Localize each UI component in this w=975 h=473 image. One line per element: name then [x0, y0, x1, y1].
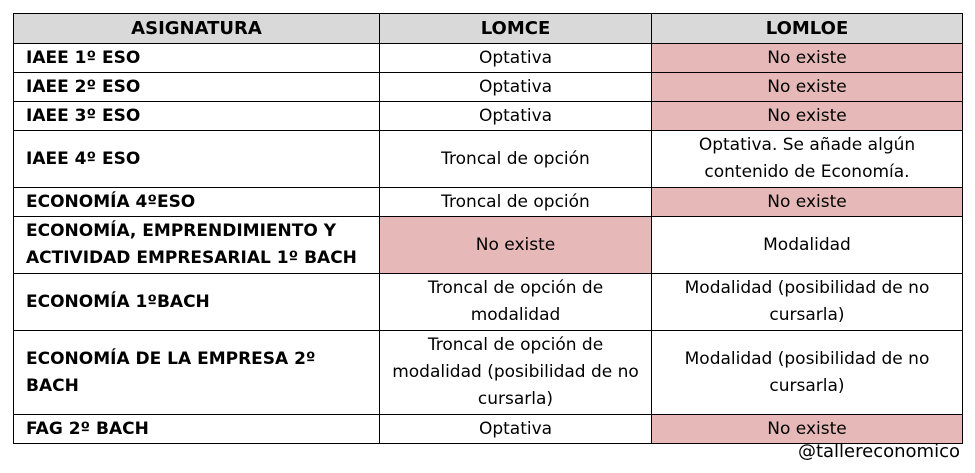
lomce-cell: Optativa — [380, 44, 652, 73]
lomce-cell: Troncal de opción de modalidad (posibilidad de no cursarla) — [380, 331, 652, 415]
subject-cell: IAEE 1º ESO — [14, 44, 380, 73]
lomce-cell: Optativa — [380, 73, 652, 102]
subject-cell: IAEE 3º ESO — [14, 102, 380, 131]
subject-cell: ECONOMÍA 1ºBACH — [14, 274, 380, 331]
comparison-table — [13, 13, 963, 444]
table-row — [14, 331, 963, 415]
table-row — [14, 131, 963, 188]
lomloe-cell: No existe — [652, 102, 963, 131]
table-row — [14, 73, 963, 102]
lomce-cell: Troncal de opción de modalidad — [380, 274, 652, 331]
subject-cell: IAEE 2º ESO — [14, 73, 380, 102]
subject-cell: ECONOMÍA 4ºESO — [14, 188, 380, 217]
lomloe-cell: No existe — [652, 73, 963, 102]
lomce-cell: No existe — [380, 217, 652, 274]
lomloe-cell: Optativa. Se añade algún contenido de Economía. — [652, 131, 963, 188]
lomloe-cell: Modalidad (posibilidad de no cursarla) — [652, 331, 963, 415]
subject-cell: FAG 2º BACH — [14, 415, 380, 444]
subject-cell: ECONOMÍA DE LA EMPRESA 2º BACH — [14, 331, 380, 415]
lomce-cell: Troncal de opción — [380, 131, 652, 188]
subject-cell: IAEE 4º ESO — [14, 131, 380, 188]
lomloe-cell: No existe — [652, 188, 963, 217]
lomce-cell: Optativa — [380, 415, 652, 444]
table-row — [14, 102, 963, 131]
table-row — [14, 188, 963, 217]
lomloe-cell: Modalidad (posibilidad de no cursarla) — [652, 274, 963, 331]
lomloe-cell: Modalidad — [652, 217, 963, 274]
table-header-row — [14, 14, 963, 44]
table-row — [14, 44, 963, 73]
header-lomloe: LOMLOE — [652, 14, 963, 44]
header-asignatura: ASIGNATURA — [14, 14, 380, 44]
header-lomce: LOMCE — [380, 14, 652, 44]
lomloe-cell: No existe — [652, 44, 963, 73]
lomce-cell: Troncal de opción — [380, 188, 652, 217]
lomce-cell: Optativa — [380, 102, 652, 131]
table-row — [14, 274, 963, 331]
subject-cell: ECONOMÍA, EMPRENDIMIENTO Y ACTIVIDAD EMPRESARIAL 1º BACH — [14, 217, 380, 274]
lomloe-cell: No existe — [652, 415, 963, 444]
table-row — [14, 217, 963, 274]
author-credit: @tallereconomico — [797, 441, 960, 462]
